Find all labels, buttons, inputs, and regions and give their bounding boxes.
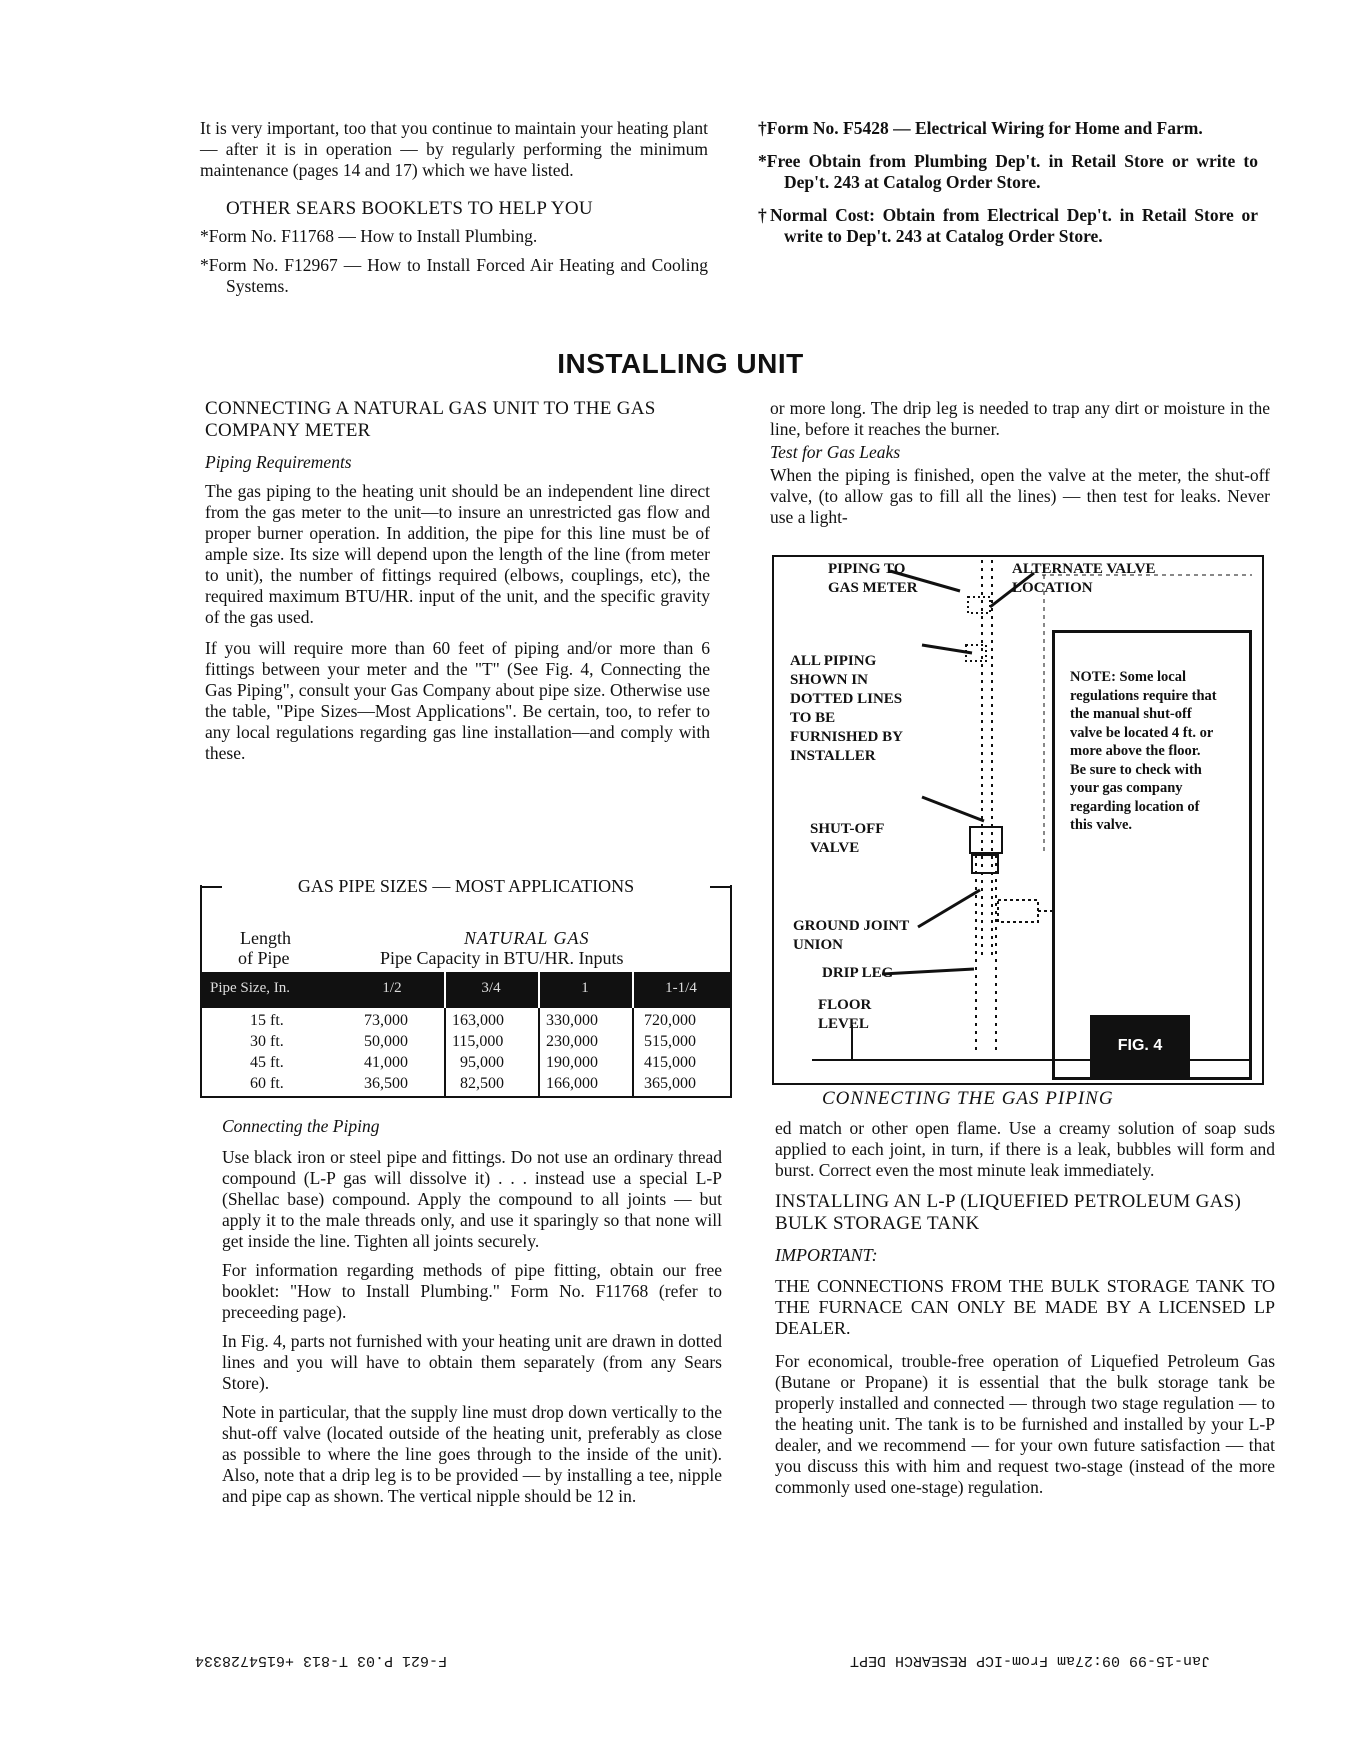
reference-item: †Normal Cost: Obtain from Electrical Dep't. in Retail Store or write to Dep't. 243 at Catalog Order Store. bbox=[758, 205, 1258, 246]
value-cell: 95,000 bbox=[460, 1054, 504, 1071]
column-header: Pipe Size, In. bbox=[210, 980, 290, 996]
natural-gas-label: NATURAL GAS bbox=[464, 928, 590, 948]
column-header: 1 bbox=[581, 980, 589, 996]
right-column-top bbox=[770, 398, 1270, 528]
fax-footer-right: Jan-15-99 09:27am From-ICP RESEARCH DEPT bbox=[850, 1652, 1211, 1669]
label-floor-level: FLOOR LEVEL bbox=[818, 997, 872, 1032]
table-row bbox=[202, 1012, 730, 1033]
left-column-top bbox=[205, 398, 710, 764]
booklet-item: *Form No. F12967 — How to Install Forced Air Heating and Cooling Systems. bbox=[200, 255, 708, 296]
column-header: 1/2 bbox=[382, 980, 402, 996]
reference-item: †Form No. F5428 — Electrical Wiring for Home and Farm. bbox=[758, 118, 1203, 138]
reference-block bbox=[758, 118, 1258, 247]
reference-item: *Free Obtain from Plumbing Dep't. in Retail Store or write to Dep't. 243 at Catalog Order Store. bbox=[758, 151, 1258, 192]
value-cell: 82,500 bbox=[460, 1075, 504, 1092]
lp-tank-heading: INSTALLING AN L-P (LIQUEFIED PETROLEUM GAS) BULK STORAGE TANK bbox=[775, 1191, 1242, 1234]
length-cell: 15 ft. bbox=[250, 1012, 284, 1029]
drip-leg-paragraph: or more long. The drip leg is needed to trap any dirt or moisture in the line, before it reaches the burner. bbox=[770, 398, 1270, 439]
right-column-bottom bbox=[775, 1118, 1275, 1498]
subheading-connecting: Connecting the Piping bbox=[222, 1116, 380, 1136]
connecting-paragraph: Note in particular, that the supply line must drop down vertically to the shut-off valve (located outside of the heating unit, preferably as close as possible to where the line goes through to the inside of the unit). Also, note that a drip leg is to be provided — by installing a tee, nipple and pipe cap as shown. The vertical nipple should be 12 in. bbox=[222, 1402, 722, 1506]
value-cell: 720,000 bbox=[644, 1012, 696, 1029]
section-heading: CONNECTING A NATURAL GAS UNIT TO THE GAS COMPANY METER bbox=[205, 398, 656, 441]
booklets-heading: OTHER SEARS BOOKLETS TO HELP YOU bbox=[226, 198, 593, 219]
value-cell: 73,000 bbox=[364, 1012, 408, 1029]
capacity-label: Pipe Capacity in BTU/HR. Inputs bbox=[380, 948, 624, 968]
table-row bbox=[202, 1033, 730, 1054]
page-title: INSTALLING UNIT bbox=[557, 348, 804, 379]
figure-tag: FIG. 4 bbox=[1090, 1015, 1190, 1077]
table-row bbox=[202, 1054, 730, 1075]
connecting-paragraph: Use black iron or steel pipe and fittings. Do not use an ordinary thread compound (L-P gas will dissolve it) . . . instead use a special L-P (Shellac base) compound. Apply the compound to all joints — but apply it to the male threads only, and use it sparingly so that none will get inside the line. Tighten all joints securely. bbox=[222, 1147, 722, 1251]
lp-paragraph: For economical, trouble-free operation of Liquefied Petroleum Gas (Butane or Propane) it is essential that the bulk storage tank be properly installed and connected — through two stage regulation — to the heating unit. The tank is to be furnished and installed by your L-P dealer, and we recommend — for your own future satisfaction — that you discuss this with him and request two-stage (instead of the more commonly used one-stage) regulation. bbox=[775, 1351, 1275, 1497]
subheading-test-leaks: Test for Gas Leaks bbox=[770, 442, 901, 462]
table-header-text bbox=[202, 928, 730, 968]
label-ground-joint-union: GROUND JOINT UNION bbox=[793, 918, 909, 953]
table-title bbox=[200, 876, 732, 897]
value-cell: 166,000 bbox=[546, 1075, 598, 1092]
value-cell: 41,000 bbox=[364, 1054, 408, 1071]
value-cell: 415,000 bbox=[644, 1054, 696, 1071]
piping-limits-paragraph: If you will require more than 60 feet of piping and/or more than 6 fittings between your meter and the "T" (See Fig. 4, Connecting the Gas Piping", consult your Gas Company about pipe size. Otherwise use the table, "Pipe Sizes—Most Applications". Be certain, too, to refer to any local regulations regarding gas line installation—and comply with these. bbox=[205, 638, 710, 763]
label-drip-leg: DRIP LEG bbox=[822, 965, 894, 981]
test-paragraph: When the piping is finished, open the valve at the meter, the shut-off valve, (to allow gas to fill all the lines) — then test for leaks. Never use a light- bbox=[770, 465, 1270, 527]
fax-footer-left: F-621 P.03 T-813 +6154728334 bbox=[195, 1652, 448, 1669]
intro-block bbox=[200, 118, 708, 297]
length-cell: 45 ft. bbox=[250, 1054, 284, 1071]
connecting-paragraph: In Fig. 4, parts not furnished with your heating unit are drawn in dotted lines and you will have to obtain them separately (from any Sears Store). bbox=[222, 1331, 722, 1393]
left-column-bottom bbox=[222, 1116, 722, 1507]
length-label: Length bbox=[240, 928, 291, 948]
value-cell: 163,000 bbox=[452, 1012, 504, 1029]
subheading-piping-requirements: Piping Requirements bbox=[205, 452, 352, 472]
figure-caption: CONNECTING THE GAS PIPING bbox=[822, 1088, 1114, 1109]
note-text: NOTE: Some local regulations require that the manual shut-off valve be located 4 ft. or more above the floor. Be sure to check with your gas company regarding location of this valve. bbox=[1070, 669, 1217, 833]
piping-paragraph: The gas piping to the heating unit should be an independent line direct from the gas meter to the unit—to insure an unrestricted gas flow and proper burner operation. In addition, the pipe for this line must be of ample size. Its size will depend upon the length of the line (from meter to unit), the number of fittings required (elbows, couplings, etc), the required maximum BTU/HR. input of the unit, and the specific gravity of the gas used. bbox=[205, 481, 710, 627]
label-shut-off-valve: SHUT-OFF VALVE bbox=[810, 821, 884, 856]
value-cell: 50,000 bbox=[364, 1033, 408, 1050]
column-header: 1-1/4 bbox=[665, 980, 697, 996]
value-cell: 330,000 bbox=[546, 1012, 598, 1029]
important-text: THE CONNECTIONS FROM THE BULK STORAGE TANK TO THE FURNACE CAN ONLY BE MADE BY A LICENSED LP DEALER. bbox=[775, 1276, 1275, 1338]
important-label: IMPORTANT: bbox=[775, 1245, 878, 1265]
value-cell: 515,000 bbox=[644, 1033, 696, 1050]
value-cell: 36,500 bbox=[364, 1075, 408, 1092]
value-cell: 230,000 bbox=[546, 1033, 598, 1050]
of-pipe-label: of Pipe bbox=[238, 948, 290, 968]
length-cell: 60 ft. bbox=[250, 1075, 284, 1092]
table-column-header bbox=[202, 972, 730, 1008]
value-cell: 190,000 bbox=[546, 1054, 598, 1071]
booklet-item: *Form No. F11768 — How to Install Plumbing. bbox=[200, 226, 538, 246]
value-cell: 365,000 bbox=[644, 1075, 696, 1092]
table-title-text: GAS PIPE SIZES — MOST APPLICATIONS bbox=[292, 876, 640, 896]
leak-test-paragraph: ed match or other open flame. Use a creamy solution of soap suds applied to each joint, in turn, if there is a leak, bubbles will form and burst. Correct even the most minute leak immediately. bbox=[775, 1118, 1275, 1180]
intro-paragraph: It is very important, too that you continue to maintain your heating plant — after it is in operation — by regularly performing the minimum maintenance (pages 14 and 17) which we have listed. bbox=[200, 118, 708, 180]
table-row bbox=[202, 1075, 730, 1096]
connecting-paragraph: For information regarding methods of pipe fitting, obtain our free booklet: "How to Install Plumbing." Form No. F11768 (refer to preceeding page). bbox=[222, 1260, 722, 1322]
label-dotted-lines: ALL PIPING SHOWN IN DOTTED LINES TO BE FURNISHED BY INSTALLER bbox=[790, 653, 903, 764]
value-cell: 115,000 bbox=[452, 1033, 504, 1050]
length-cell: 30 ft. bbox=[250, 1033, 284, 1050]
column-header: 3/4 bbox=[481, 980, 501, 996]
label-alternate-valve-location: ALTERNATE VALVE LOCATION bbox=[1012, 561, 1156, 596]
table-body bbox=[202, 1012, 730, 1096]
label-piping-to-gas-meter: PIPING TO GAS METER bbox=[828, 561, 918, 596]
